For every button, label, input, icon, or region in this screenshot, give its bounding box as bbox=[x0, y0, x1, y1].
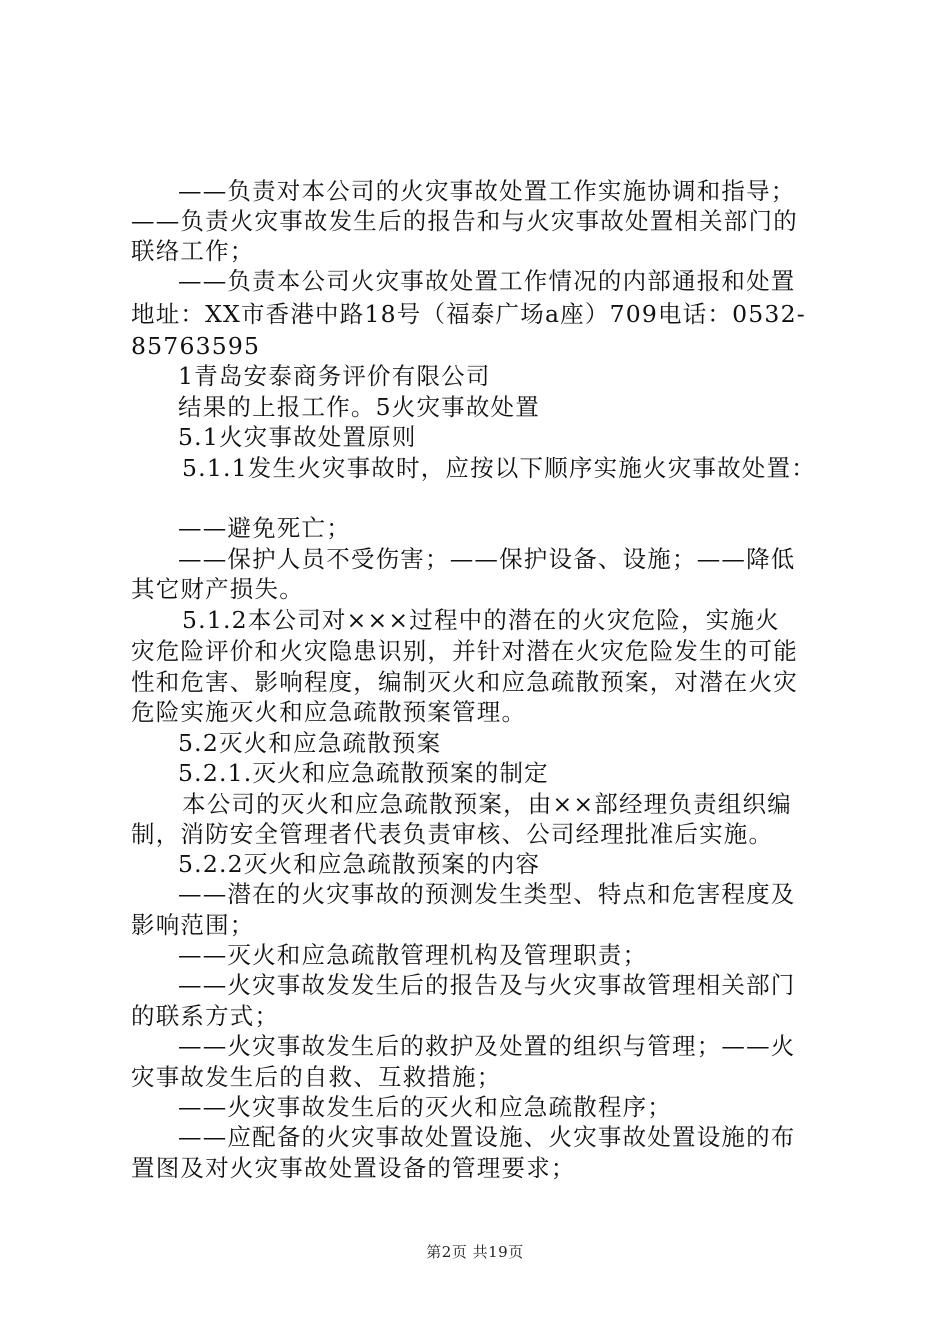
text-line: 5.2.1.灭火和应急疏散预案的制定 bbox=[178, 759, 549, 787]
page-number-footer: 第2页 共19页 bbox=[426, 1243, 524, 1261]
text-line: ——负责火灾事故发生后的报告和与火灾事故处置相关部门的 bbox=[131, 207, 798, 235]
text-line: 联络工作； bbox=[131, 237, 255, 265]
text-line: 危险实施灭火和应急疏散预案管理。 bbox=[131, 698, 527, 726]
text-line: 的联系方式； bbox=[131, 1002, 280, 1030]
text-line: 制，消防安全管理者代表负责审核、公司经理批准后实施。 bbox=[131, 820, 774, 848]
text-line: ——潜在的火灾事故的预测发生类型、特点和危害程度及 bbox=[178, 880, 796, 908]
text-line: ——火灾事故发生后的救护及处置的组织与管理；——火 bbox=[178, 1032, 796, 1060]
text-line: 5.1.1发生火灾事故时，应按以下顺序实施火灾事故处置： bbox=[182, 454, 816, 482]
text-line: 灾事故发生后的自救、互救措施； bbox=[131, 1063, 502, 1091]
text-line: ——火灾事故发生后的灭火和应急疏散程序； bbox=[178, 1093, 672, 1121]
text-line: 置图及对火灾事故处置设备的管理要求； bbox=[131, 1154, 576, 1182]
text-line: 85763595 bbox=[131, 332, 261, 360]
text-line: 5.2.2灭火和应急疏散预案的内容 bbox=[178, 850, 541, 878]
text-line: ——负责对本公司的火灾事故处置工作实施协调和指导； bbox=[178, 177, 796, 205]
text-line: 地址：XX市香港中路18号（福泰广场a座）709电话：0532- bbox=[131, 300, 806, 328]
text-line: 5.1.2本公司对×××过程中的潜在的火灾危险，实施火 bbox=[182, 606, 780, 634]
text-line: 灾危险评价和火灾隐患识别，并针对潜在火灾危险发生的可能 bbox=[131, 637, 798, 665]
text-line: ——保护人员不受伤害；——保护设备、设施；——降低 bbox=[178, 545, 796, 573]
text-line: ——避免死亡； bbox=[178, 514, 351, 542]
text-line: 1青岛安泰商务评价有限公司 bbox=[178, 362, 491, 390]
text-line: 其它财产损失。 bbox=[131, 575, 304, 603]
text-line: ——应配备的火灾事故处置设施、火灾事故处置设施的布 bbox=[178, 1123, 796, 1151]
text-line: ——负责本公司火灾事故处置工作情况的内部通报和处置 bbox=[178, 267, 796, 295]
text-line: 影响范围； bbox=[131, 911, 255, 939]
text-line: 5.2灭火和应急疏散预案 bbox=[178, 729, 442, 757]
text-line: ——火灾事故发发生后的报告及与火灾事故管理相关部门 bbox=[178, 971, 796, 999]
text-line: 结果的上报工作。5火灾事故处置 bbox=[178, 393, 540, 421]
text-line: 性和危害、影响程度，编制灭火和应急疏散预案，对潜在火灾 bbox=[131, 668, 798, 696]
text-line: 5.1火灾事故处置原则 bbox=[178, 423, 417, 451]
text-line: ——灭火和应急疏散管理机构及管理职责； bbox=[178, 941, 648, 969]
text-line: 本公司的灭火和应急疏散预案，由××部经理负责组织编 bbox=[182, 790, 792, 818]
